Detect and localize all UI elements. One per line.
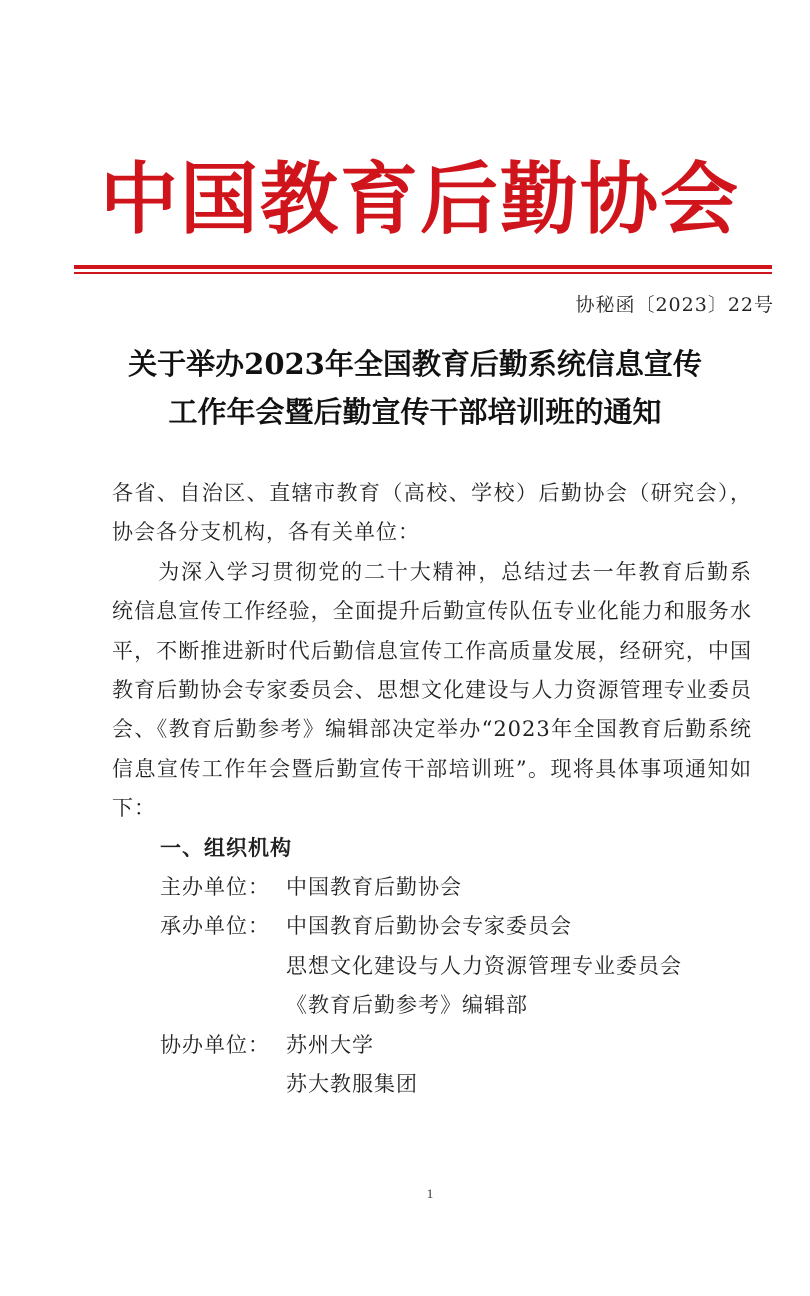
document-body bbox=[112, 474, 752, 1105]
organizer-row-undertaker bbox=[112, 907, 752, 1025]
organizer-value: 《教育后勤参考》编辑部 bbox=[286, 993, 528, 1018]
organizer-label: 主办单位： bbox=[160, 875, 270, 900]
page-number: 1 bbox=[426, 1186, 434, 1201]
organizer-values bbox=[286, 1026, 752, 1105]
title-line-2: 工作年会暨后勤宣传干部培训班的通知 bbox=[168, 395, 662, 429]
document-title bbox=[60, 340, 770, 436]
organizer-row-co-organizer bbox=[112, 1026, 752, 1105]
organizer-value: 苏州大学 bbox=[286, 1032, 374, 1057]
organizer-value: 苏大教服集团 bbox=[286, 1072, 418, 1097]
masthead-rule-thick bbox=[74, 265, 772, 269]
organizer-value: 思想文化建设与人力资源管理专业委员会 bbox=[286, 953, 682, 978]
organizer-label: 承办单位： bbox=[160, 914, 270, 939]
section-heading-organization: 一、组织机构 bbox=[160, 835, 292, 860]
document-number: 协秘函〔2023〕22号 bbox=[575, 294, 774, 316]
organizer-value: 中国教育后勤协会专家委员会 bbox=[286, 914, 572, 939]
salutation: 各省、自治区、直辖市教育（高校、学校）后勤协会（研究会），协会各分支机构，各有关单位： bbox=[112, 481, 752, 545]
organizer-values bbox=[286, 868, 752, 907]
organizer-value: 中国教育后勤协会 bbox=[286, 875, 462, 900]
organizer-label: 协办单位： bbox=[160, 1032, 270, 1057]
organizer-row-host bbox=[112, 868, 752, 907]
paragraph-1: 为深入学习贯彻党的二十大精神，总结过去一年教育后勤系统信息宣传工作经验，全面提升后勤宣传队伍专业化能力和服务水平，不断推进新时代后勤信息宣传工作高质量发展，经研究，中国教育后勤协会专家委员会、思想文化建设与人力资源管理专业委员会、《教育后勤参考》编辑部决定举办“2023年全国教育后勤系统信息宣传工作年会暨后勤宣传干部培训班”。现将具体事项通知如下： bbox=[112, 559, 752, 821]
masthead-rule-thin bbox=[74, 272, 772, 274]
masthead-org-name: 中国教育后勤协会 bbox=[99, 155, 740, 245]
title-line-1: 关于举办2023年全国教育后勤系统信息宣传 bbox=[128, 347, 702, 381]
organizer-values bbox=[286, 907, 752, 1025]
